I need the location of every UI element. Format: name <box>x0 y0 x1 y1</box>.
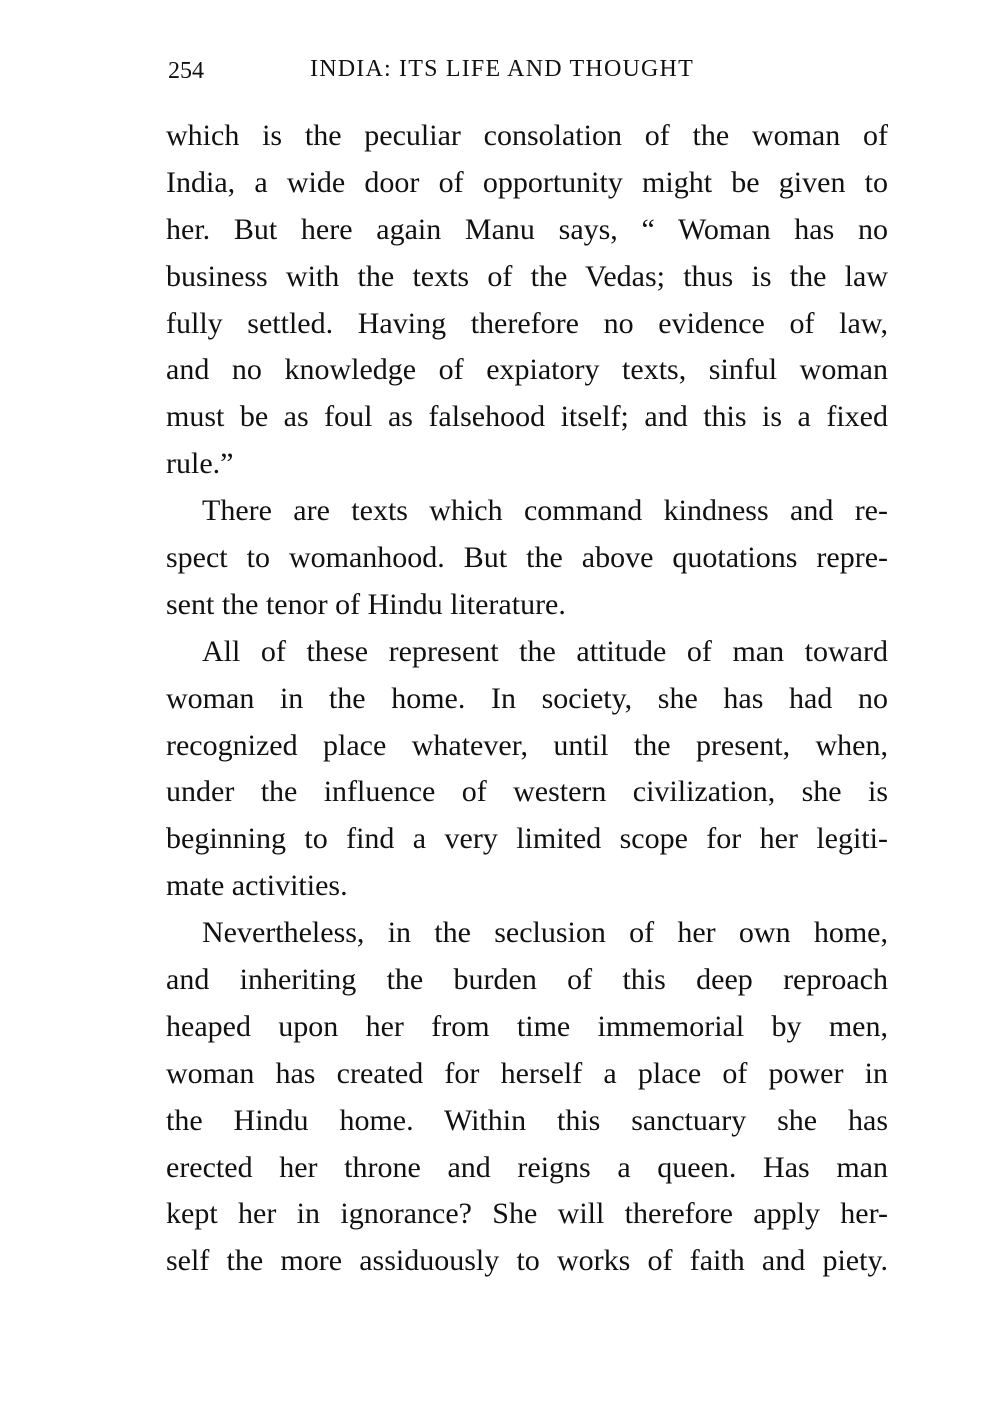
text-line: business with the texts of the Vedas; thus is the law <box>166 259 888 293</box>
paragraph-2 <box>166 488 888 629</box>
text-line: recognized place whatever, until the present, when, <box>166 728 888 762</box>
text-line: All of these represent the attitude of man toward <box>202 634 888 668</box>
text-line: kept her in ignorance? She will therefore apply her- <box>166 1197 888 1231</box>
text-line: self the more assiduously to works of faith and piety. <box>166 1244 888 1278</box>
body-text <box>166 113 888 1285</box>
text-line: spect to womanhood. But the above quotations repre- <box>166 541 888 575</box>
text-line: must be as foul as falsehood itself; and this is a fixed <box>166 400 888 434</box>
paragraph-3 <box>166 629 888 910</box>
text-line: the Hindu home. Within this sanctuary she has <box>166 1103 888 1137</box>
text-line: her. But here again Manu says, “ Woman has no <box>166 212 888 246</box>
text-line: Nevertheless, in the seclusion of her own home, <box>202 916 888 950</box>
text-line: beginning to find a very limited scope for her legiti- <box>166 822 888 856</box>
text-line: woman in the home. In society, she has had no <box>166 681 888 715</box>
text-line: mate activities. <box>166 869 348 903</box>
running-title: INDIA: ITS LIFE AND THOUGHT <box>310 56 694 82</box>
text-line: erected her throne and reigns a queen. Has man <box>166 1150 888 1184</box>
running-head <box>168 56 890 90</box>
text-line: India, a wide door of opportunity might be given to <box>166 165 888 199</box>
text-line: sent the tenor of Hindu literature. <box>166 587 566 621</box>
paragraph-4 <box>166 910 888 1285</box>
text-line: and inheriting the burden of this deep reproach <box>166 963 888 997</box>
paragraph-1 <box>166 113 888 488</box>
text-line: rule.” <box>166 447 234 481</box>
page-number: 254 <box>168 58 204 84</box>
text-line: which is the peculiar consolation of the woman of <box>166 119 888 152</box>
text-line: fully settled. Having therefore no evidence of law, <box>166 306 888 340</box>
text-line: under the influence of western civilization, she is <box>166 775 888 809</box>
text-line: woman has created for herself a place of power in <box>166 1056 888 1090</box>
text-line: heaped upon her from time immemorial by men, <box>166 1009 888 1043</box>
text-line: and no knowledge of expiatory texts, sinful woman <box>166 353 888 387</box>
text-line: There are texts which command kindness and re- <box>202 494 888 528</box>
